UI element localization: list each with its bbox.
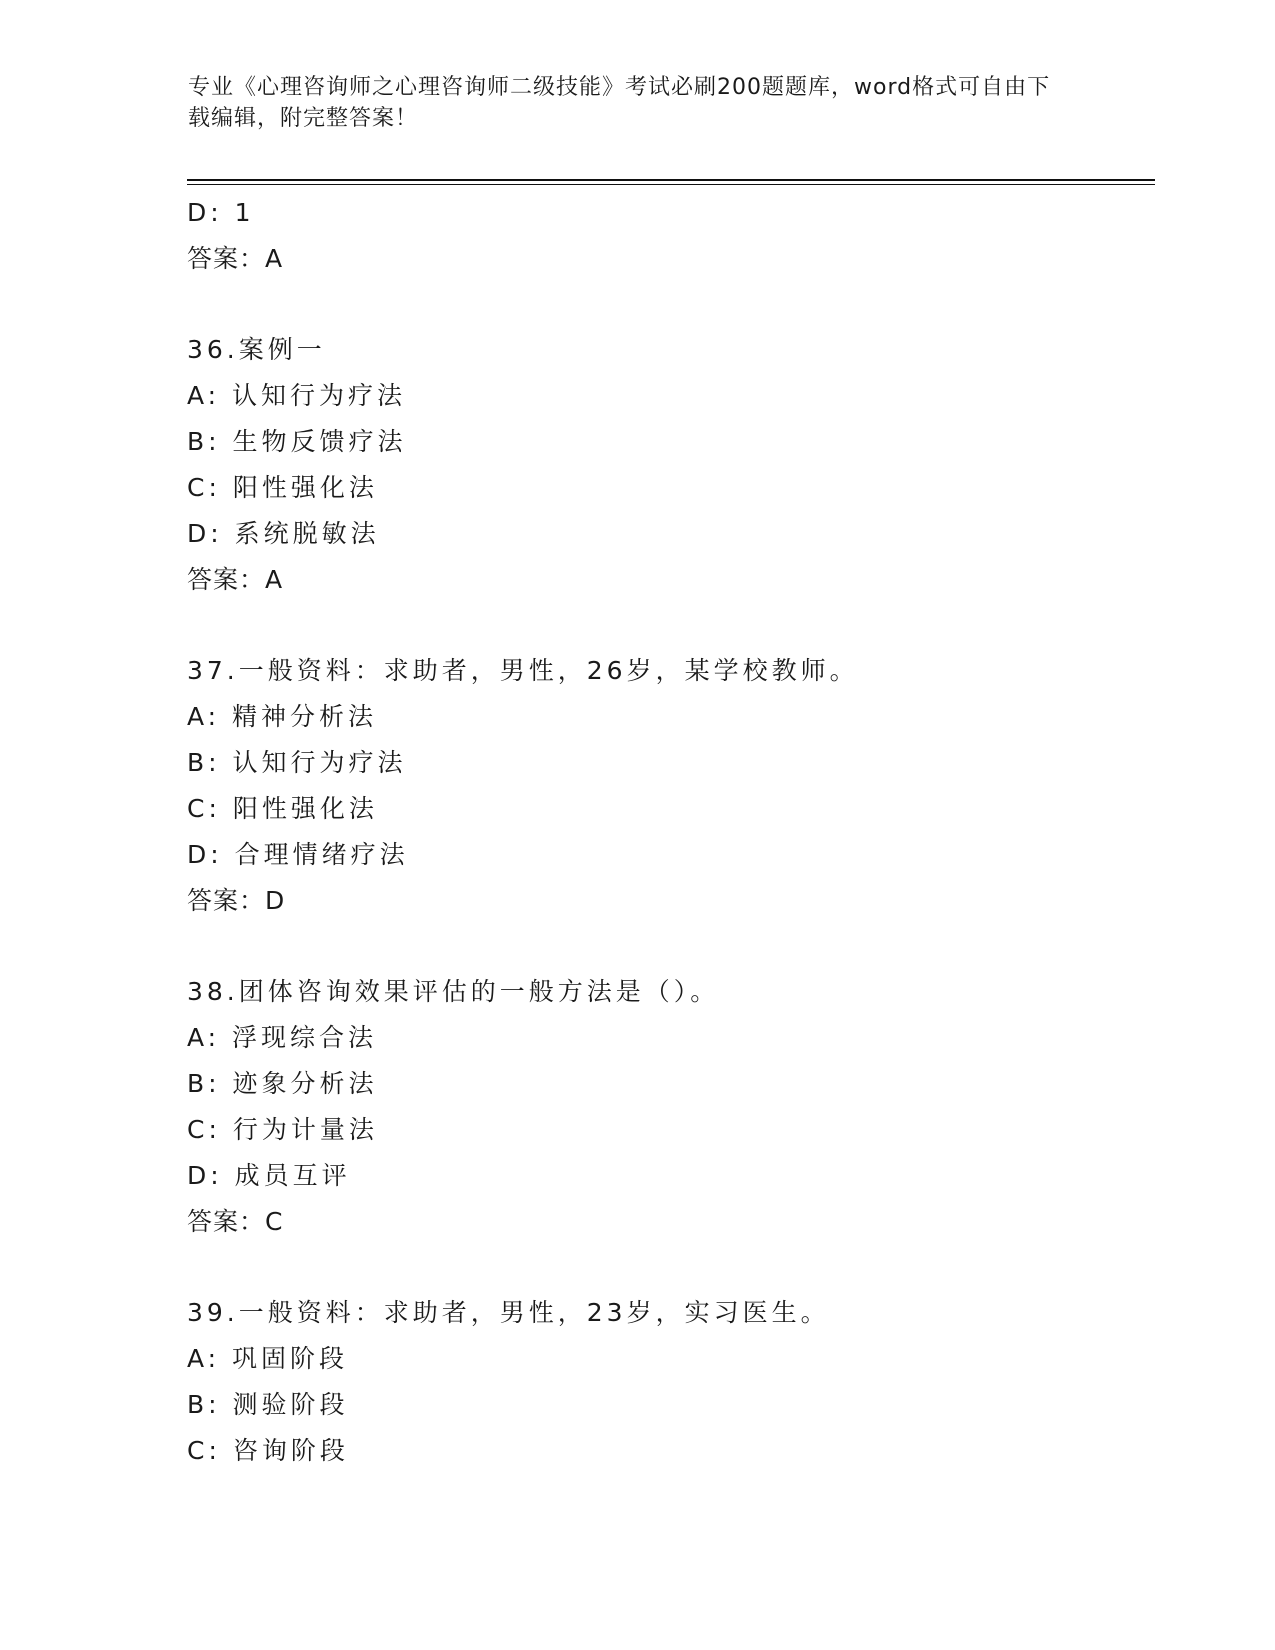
option-b: B: 认知行为疗法 xyxy=(187,748,407,777)
document-header: 专业《心理咨询师之心理咨询师二级技能》考试必刷200题题库，word格式可自由下载编辑，附完整答案！ xyxy=(188,75,1051,131)
question-stem: 39.一般资料：求助者，男性，23岁，实习医生。 xyxy=(187,1298,830,1327)
header-rule-thin xyxy=(187,184,1155,185)
question-stem: 36.案例一 xyxy=(187,335,326,364)
option-d: D: 合理情绪疗法 xyxy=(187,840,409,869)
option-b: B: 迹象分析法 xyxy=(187,1069,378,1098)
header-rule-thick xyxy=(187,179,1155,181)
option-d: D: 1 xyxy=(187,198,255,227)
option-b: B: 生物反馈疗法 xyxy=(187,427,407,456)
option-a: A: 巩固阶段 xyxy=(187,1344,349,1373)
option-d: D: 系统脱敏法 xyxy=(187,519,380,548)
spacer xyxy=(187,924,1147,969)
question-stem: 38.团体咨询效果评估的一般方法是（）。 xyxy=(187,977,720,1006)
answer-line: 答案：A xyxy=(187,565,284,594)
option-a: A: 认知行为疗法 xyxy=(187,381,407,410)
question-content xyxy=(187,190,1147,1474)
answer-line: 答案：C xyxy=(187,1207,284,1236)
spacer xyxy=(187,603,1147,648)
option-b: B: 测验阶段 xyxy=(187,1390,349,1419)
question-37 xyxy=(187,648,1147,924)
option-c: C: 阳性强化法 xyxy=(187,794,378,823)
answer-line: 答案：A xyxy=(187,244,284,273)
question-38 xyxy=(187,969,1147,1245)
option-c: C: 行为计量法 xyxy=(187,1115,378,1144)
spacer xyxy=(187,1245,1147,1290)
question-39 xyxy=(187,1290,1147,1474)
option-a: A: 浮现综合法 xyxy=(187,1023,378,1052)
question-stem: 37.一般资料：求助者，男性，26岁，某学校教师。 xyxy=(187,656,859,685)
option-c: C: 阳性强化法 xyxy=(187,473,378,502)
answer-line: 答案：D xyxy=(187,886,286,915)
option-c: C: 咨询阶段 xyxy=(187,1436,349,1465)
option-a: A: 精神分析法 xyxy=(187,702,378,731)
question-36 xyxy=(187,327,1147,603)
spacer xyxy=(187,282,1147,327)
option-d: D: 成员互评 xyxy=(187,1161,351,1190)
